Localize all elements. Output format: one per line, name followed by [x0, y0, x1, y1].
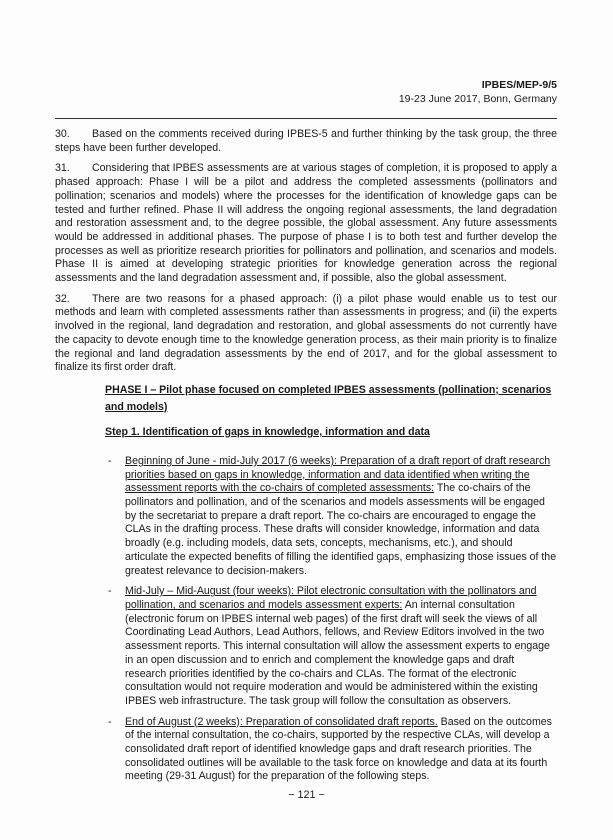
document-body: [55, 128, 557, 791]
step-bullet-list: [105, 455, 557, 784]
phase-section: [105, 382, 557, 784]
bullet-title: End of August (2 weeks): Preparation of consolidated draft reports.: [125, 715, 438, 728]
list-item: [105, 716, 557, 785]
bullet-dash: -: [108, 715, 112, 728]
bullet-text: Based on the outcomes of the internal consultation, the co-chairs, supported by the respective CLAs, will develop a consolidated draft report of identified knowledge gaps and draft research priorities. The consolidated outlines will be available to the task force on knowledge and data at its fourth meeting (29-31 August) for the preparation of the following steps.: [125, 715, 552, 783]
bullet-dash: -: [108, 454, 112, 467]
header-divider: [55, 118, 557, 119]
paragraph-30: [55, 128, 557, 155]
paragraph-number: 32.: [55, 292, 70, 305]
paragraph-number: 30.: [55, 128, 70, 140]
bullet-dash: -: [108, 585, 112, 598]
step-heading: Step 1. Identification of gaps in knowledge, information and data: [105, 425, 430, 438]
list-item: [105, 455, 557, 578]
bullet-title: Mid-July – Mid-August (four weeks): Pilot electronic consultation with the pollinators and pollination, and scenarios and models assessment experts:: [125, 585, 537, 611]
paragraph-text: Based on the comments received during IPBES-5 and further thinking by the task group, the three steps have been further developed.: [55, 128, 557, 154]
paragraph-32: [55, 293, 557, 375]
paragraph-31: [55, 162, 557, 285]
list-item: [105, 585, 557, 708]
paragraph-text: Considering that IPBES assessments are at various stages of completion, it is proposed to apply a phased approach: Phase I will be a pilot and address the completed assessments (pollinators and pollination; scenarios and models) where the processes for the identification of knowledge gaps can be tested and further refined. Phase II will address the ongoing regional assessments, the land degradation and restoration assessment and, to the degree possible, the global assessment. Any future assessments would be addressed in additional phases. The purpose of phase I is to both test and further develop the processes as well as prioritize research priorities for pollinators and pollination, and scenarios and models. Phase II is aimed at developing strategic priorities for knowledge generation across the regional assessments and the land degradation assessment and, if possible, also the global assessment.: [55, 162, 557, 285]
phase-heading: PHASE I – Pilot phase focused on completed IPBES assessments (pollination; scenarios and models): [105, 383, 552, 413]
bullet-text: The co-chairs of the pollinators and pollination, and of the scenarios and models assessments will be engaged by the secretariat to prepare a draft report. The co-chairs are encouraged to engage the CLAs in the drafting process. These drafts will consider knowledge, information and data broadly (e.g. including models, data sets, concepts, mechanisms, etc.), and should articulate the expected benefits of filling the identified gaps, emphasizing those issues of the greatest relevance to decision-makers.: [125, 482, 557, 577]
page-header: [399, 78, 557, 106]
page-number: − 121 −: [288, 789, 325, 801]
bullet-title: Beginning of June - mid-July 2017 (6 weeks): Preparation of a draft report of draft research priorities based on gaps in knowledge, information and data identified when writing the assessment reports with the co-chairs of completed assessments:: [125, 454, 551, 495]
meeting-info: 19-23 June 2017, Bonn, Germany: [398, 93, 557, 105]
bullet-text: An internal consultation (electronic forum on IPBES internal web pages) of the first draft will seek the views of all Coordinating Lead Authors, Lead Authors, fellows, and Review Editors involved in the two assessment reports. This internal consultation will allow the assessment experts to engage in an open discussion and to enrich and complement the knowledge gaps and draft research priorities identified by the co-chairs and CLAs. The format of the electronic consultation would not require moderation and would be administered within the existing IPBES web infrastructure. The task group will follow the consultation as observers.: [125, 598, 550, 707]
paragraph-text: There are two reasons for a phased approach: (i) a pilot phase would enable us to test our methods and learn with completed assessments rather than assessments in progress; and (ii) the experts involved in the regional, land degradation and restoration, and global assessments do not currently have the capacity to devote enough time to the knowledge generation process, as their main priority is to finalize the regional and land degradation assessments by the end of 2017, and for the global assessment to finalize its first order draft.: [55, 292, 557, 374]
document-code: IPBES/MEP-9/5: [481, 79, 557, 91]
paragraph-number: 31.: [55, 162, 70, 175]
